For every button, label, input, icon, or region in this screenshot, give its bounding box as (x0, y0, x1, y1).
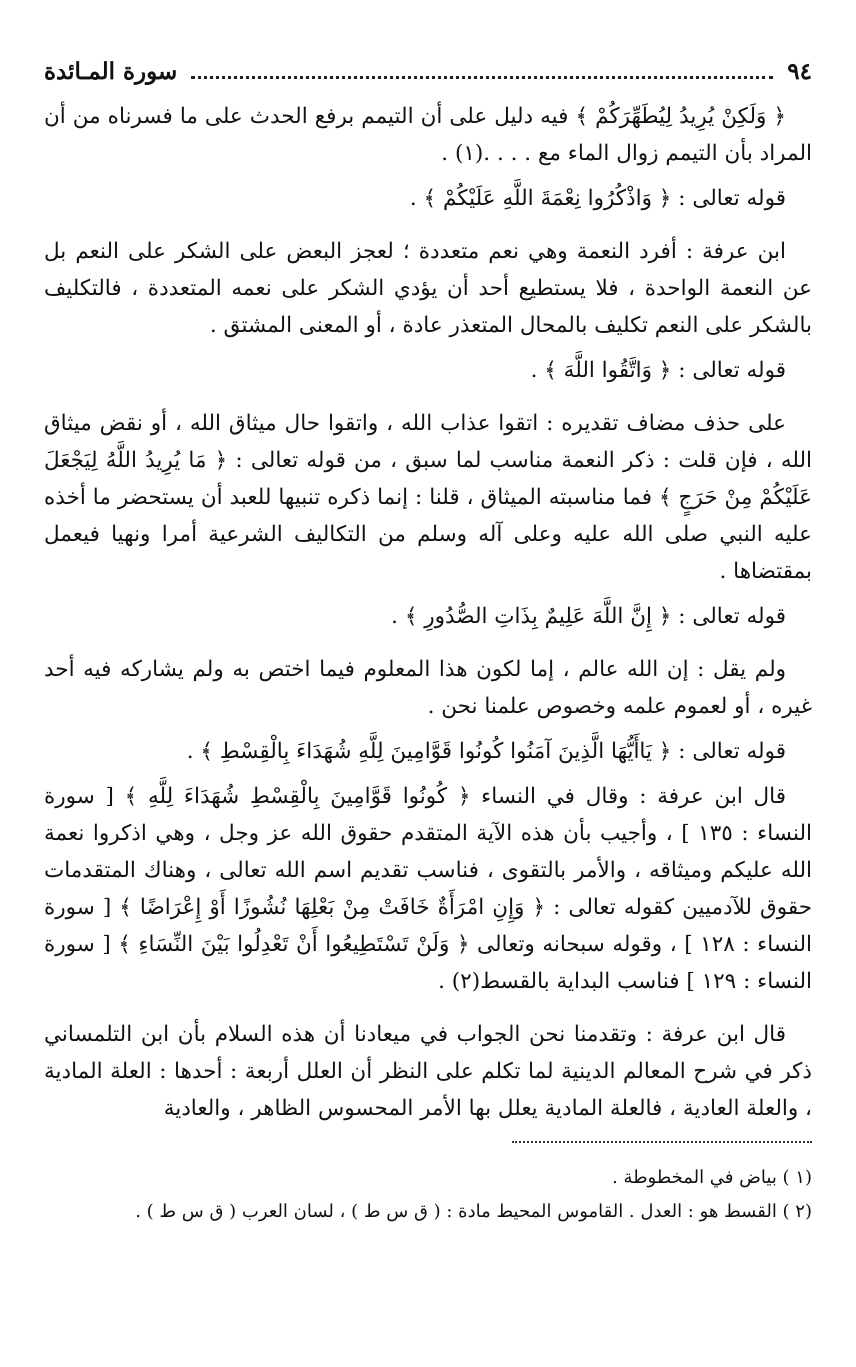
verse-heading: قوله تعالى : ﴿ يَاأَيُّهَا الَّذِينَ آمَنُوا كُونُوا قَوَّامِينَ لِلَّهِ شُهَدَاءَ بِالْقِسْطِ ﴾ . (186, 739, 786, 764)
verse-heading: قوله تعالى : ﴿ إِنَّ اللَّهَ عَلِيمٌ بِذَاتِ الصُّدُورِ ﴾ . (391, 604, 786, 629)
paragraph: على حذف مضاف تقديره : اتقوا عذاب الله ، واتقوا حال ميثاق الله ، أو نقض ميثاق الله ، فإن قلت : ذكر النعمة مناسب لما سبق ، من قوله تعالى : ﴿ مَا يُرِيدُ اللَّهُ لِيَجْعَلَ عَلَيْكُمْ مِنْ حَرَجٍ ﴾ فما مناسبته الميثاق ، قلنا : إنما ذكره تنبيها للعبد أن يستحضر ما أخذه عليه النبي صلى الله عليه وعلى آله وسلم من التكاليف الشرعية أمرا ونهيا فيعمل بمقتضاها . (44, 411, 812, 584)
page-header (44, 58, 812, 92)
page-body (44, 98, 812, 1127)
footnote-divider (512, 1141, 812, 1161)
paragraph: ابن عرفة : أفرد النعمة وهي نعم متعددة ؛ لعجز البعض على الشكر على النعم بل عن النعمة الواحدة ، فلا يستطيع أحد أن يؤدي الشكر على نعمه المتعددة ، فالتكليف بالشكر على النعم تكليف بالمحال المتعذر عادة ، أو المعنى المشتق . (44, 239, 812, 338)
surah-title: سورة المـائدة (44, 58, 178, 85)
paragraph: قال ابن عرفة : وتقدمنا نحن الجواب في ميعادنا أن هذه السلام بأن ابن التلمساني ذكر في شرح المعالم الدينية لما تكلم على النظر أن العلل أربعة : أحدها : العلة المادية ، والعلة العادية ، فالعلة المادية يعلل بها الأمر المحسوس الظاهر ، والعادية (44, 1022, 812, 1121)
verse-heading: قوله تعالى : ﴿ وَاذْكُرُوا نِعْمَةَ اللَّهِ عَلَيْكُمْ ﴾ . (409, 186, 786, 211)
page-number: ٩٤ (787, 58, 812, 85)
header-dotted-rule (191, 62, 773, 79)
footnote: (٢ ) القسط هو : العدل . القاموس المحيط مادة : ( ق س ط ) ، لسان العرب ( ق س ط ) . (135, 1201, 812, 1222)
paragraph: ولم يقل : إن الله عالم ، إما لكون هذا المعلوم فيما اختص به ولم يشاركه فيه أحد غيره ، أو لعموم علمه وخصوص علمنا نحن . (44, 657, 812, 719)
verse-heading: قوله تعالى : ﴿ وَاتَّقُوا اللَّهَ ﴾ . (530, 358, 786, 383)
paragraph: ﴿ وَلَكِنْ يُرِيدُ لِيُطَهِّرَكُمْ ﴾ فيه دليل على أن التيمم برفع الحدث على ما فسرناه من أن المراد بأن التيمم زوال الماء مع . . . .(١) . (44, 104, 812, 166)
paragraph: قال ابن عرفة : وقال في النساء ﴿ كُونُوا قَوَّامِينَ بِالْقِسْطِ شُهَدَاءَ لِلَّهِ ﴾ [ سورة النساء : ١٣٥ ] ، وأجيب بأن هذه الآية المتقدم حقوق الله عز وجل ، وهي اذكروا نعمة الله عليكم وميثاقه ، والأمر بالتقوى ، فناسب تقديم اسم الله تعالى ، وهناك المتقدمات حقوق للآدميين كقوله تعالى : ﴿ وَإِنِ امْرَأَةٌ خَافَتْ مِنْ بَعْلِهَا نُشُوزًا أَوْ إِعْرَاضًا ﴾ [ سورة النساء : ١٢٨ ] ، وقوله سبحانه وتعالى ﴿ وَلَنْ تَسْتَطِيعُوا أَنْ تَعْدِلُوا بَيْنَ النِّسَاءِ ﴾ [ سورة النساء : ١٢٩ ] فناسب البداية بالقسط(٢) . (44, 784, 812, 994)
footnote: (١ ) بياض في المخطوطة . (612, 1167, 812, 1188)
footnotes (44, 1161, 812, 1229)
